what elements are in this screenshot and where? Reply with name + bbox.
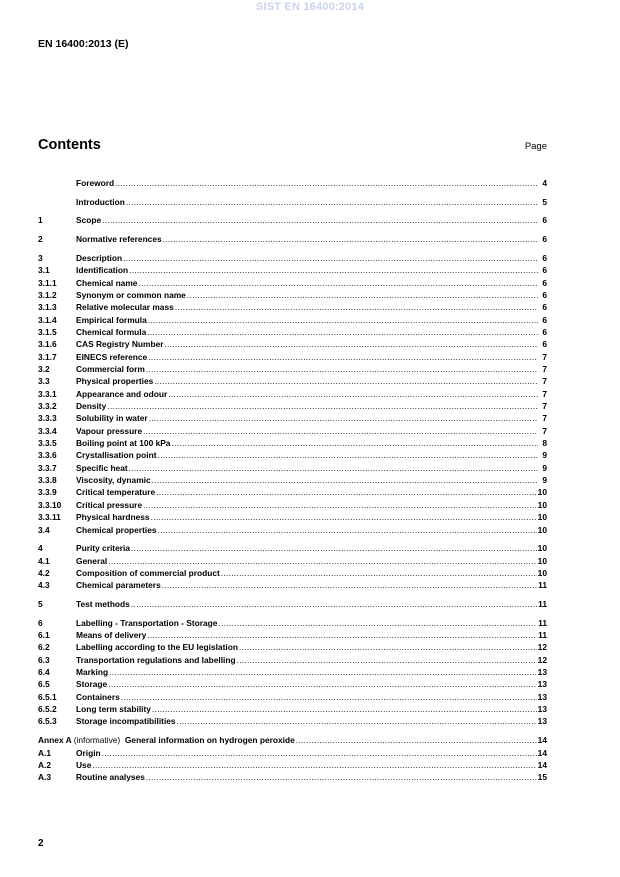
toc-entry[interactable] [38, 771, 547, 783]
toc-entry-page: 13 [537, 679, 547, 690]
toc-entry[interactable] [38, 462, 547, 474]
toc-entry-number: 6 [38, 617, 43, 628]
toc-entry-page: 6 [542, 277, 547, 288]
toc-entry-number: 3.3.8 [38, 475, 57, 486]
toc-entry-page: 4 [542, 178, 547, 188]
toc-entry-title: Chemical properties [76, 524, 157, 535]
toc-entry-page: 10 [537, 567, 547, 578]
toc-entry-page: 14 [537, 735, 547, 746]
toc-entry[interactable] [38, 524, 547, 536]
toc-entry-page: 7 [542, 376, 547, 387]
toc-entry-page: 13 [537, 691, 547, 702]
toc-dot-leader [121, 691, 537, 703]
toc-entry[interactable] [38, 678, 547, 690]
toc-entry-page: 8 [542, 438, 547, 449]
toc-entry[interactable] [38, 314, 547, 326]
toc-entry-page: 14 [537, 747, 547, 758]
toc-entry-number: 3.1.1 [38, 277, 57, 288]
toc-entry-number: 3.1.2 [38, 289, 57, 300]
toc-entry-number: 6.5.1 [38, 691, 57, 702]
toc-entry-title: Chemical name [76, 277, 138, 288]
toc-dot-leader [237, 654, 537, 666]
toc-dot-leader [239, 641, 537, 653]
toc-entry-page: 15 [537, 772, 547, 783]
toc-entry-page: 7 [542, 388, 547, 399]
toc-entry-title: Chemical formula [76, 327, 147, 337]
toc-entry-page: 5 [542, 196, 547, 207]
toc-entry-title: Chemical parameters [76, 580, 161, 591]
toc-entry-page: 13 [537, 704, 547, 715]
toc-entry-title: Storage incompatibilities [76, 716, 176, 727]
toc-entry-page: 11 [538, 630, 547, 641]
annex-type: (informative) [73, 735, 121, 746]
toc-entry-title: CAS Registry Number [76, 339, 164, 350]
toc-entry-number: 3.4 [38, 524, 50, 535]
toc-entry-number: 4.3 [38, 580, 50, 591]
toc-dot-leader [154, 375, 538, 387]
toc-entry-number: 3.3 [38, 376, 50, 387]
toc-dot-leader [165, 338, 539, 350]
toc-entry-title: Empirical formula [76, 314, 147, 325]
toc-entry[interactable] [38, 233, 547, 245]
toc-entry-number: 3.3.10 [38, 499, 62, 510]
toc-entry[interactable] [38, 691, 547, 703]
toc-dot-leader [108, 678, 536, 690]
toc-entry-page: 10 [537, 512, 547, 523]
toc-entry[interactable] [38, 326, 547, 338]
toc-entry-page: 6 [542, 215, 547, 226]
toc-entry-number: 3.1.6 [38, 339, 57, 350]
toc-entry-title: Purity criteria [76, 543, 130, 554]
toc-dot-leader [143, 425, 538, 437]
toc-entry-title: Crystallisation point [76, 450, 157, 461]
toc-entry-page: 6 [542, 252, 547, 263]
toc-entry-page: 7 [542, 425, 547, 436]
toc-entry-title: Critical temperature [76, 487, 156, 498]
toc-dot-leader [156, 486, 537, 498]
toc-dot-leader [131, 542, 537, 554]
toc-entry[interactable] [38, 214, 547, 226]
toc-dot-leader [147, 326, 538, 338]
toc-dot-leader [129, 462, 538, 474]
toc-entry-title: Critical pressure [76, 499, 143, 510]
toc-dot-leader [152, 474, 538, 486]
toc-entry-page: 7 [542, 364, 547, 375]
toc-entry-title: Viscosity, dynamic [76, 475, 151, 486]
toc-entry-number: 3.3.6 [38, 450, 57, 461]
toc-entry-title: Storage [76, 679, 108, 690]
annex-title: General information on hydrogen peroxide [124, 735, 295, 746]
toc-entry-title: Composition of commercial product [76, 567, 220, 578]
toc-entry-number: 4.1 [38, 555, 50, 566]
toc-entry-page: 6 [542, 327, 547, 337]
toc-entry-title: Routine analyses [76, 772, 145, 783]
toc-entry-number: 3.3.9 [38, 487, 57, 498]
toc-entry-title: Foreword [76, 178, 115, 188]
toc-entry-page: 6 [542, 289, 547, 300]
toc-entry-number: 3.1.3 [38, 302, 57, 313]
toc-entry-title: Introduction [76, 196, 125, 207]
toc-entry-title: Long term stability [76, 704, 151, 715]
toc-entry-page: 12 [537, 654, 547, 665]
toc-entry-title: Description [76, 252, 123, 263]
toc-entry-number: 4 [38, 543, 43, 554]
toc-entry[interactable] [38, 598, 547, 610]
toc-entry-page: 7 [542, 351, 547, 362]
toc-entry-number: 3.1.5 [38, 327, 57, 337]
toc-entry-page: 10 [537, 487, 547, 498]
toc-dot-leader [149, 412, 538, 424]
toc-entry-number: 3.3.3 [38, 413, 57, 424]
toc-entry[interactable] [38, 747, 547, 759]
toc-entry-page: 6 [542, 314, 547, 325]
toc-entry-page: 14 [537, 759, 547, 770]
toc-entry[interactable] [38, 474, 547, 486]
toc-entry[interactable] [38, 277, 547, 289]
toc-entry-title: Transportation regulations and labelling [76, 654, 236, 665]
toc-entry-title: Specific heat [76, 462, 128, 473]
toc-entry-title: Labelling according to the EU legislation [76, 642, 238, 653]
toc-annex-entry[interactable] [38, 734, 547, 746]
watermark: SIST EN 16400:2014 [255, 1, 365, 13]
contents-title: Contents [38, 137, 101, 153]
toc-entry-page: 10 [537, 524, 547, 535]
toc-entry[interactable] [38, 499, 547, 511]
toc-entry-page: 12 [537, 642, 547, 653]
toc-annex-entries [38, 747, 547, 784]
toc-entry[interactable] [38, 252, 547, 264]
toc-entry-number: 3.2 [38, 364, 50, 375]
toc-entry-title: Density [76, 401, 107, 412]
toc-entry-title: Vapour pressure [76, 425, 143, 436]
toc-entry-page: 11 [538, 580, 547, 591]
toc-entry[interactable] [38, 177, 547, 189]
toc-entry-title: Marking [76, 667, 109, 678]
toc-entry[interactable] [38, 412, 547, 424]
toc-entry-title: Test methods [76, 599, 130, 609]
toc-dot-leader [218, 617, 537, 629]
toc-entry-page: 11 [538, 599, 547, 609]
toc-entry-number: A.3 [38, 772, 52, 783]
toc-entry-number: 6.5.2 [38, 704, 57, 715]
toc-entry[interactable] [38, 555, 547, 567]
toc-dot-leader [151, 511, 537, 523]
toc-entry-number: 3.1.4 [38, 314, 57, 325]
page-column-label: Page [524, 141, 547, 152]
toc-entry-number: 3.1 [38, 265, 50, 276]
toc-entry-page: 10 [537, 555, 547, 566]
page-number: 2 [38, 838, 44, 849]
toc-entry[interactable] [38, 351, 547, 363]
toc-dot-leader [148, 351, 538, 363]
toc-entry-number: 3.3.7 [38, 462, 57, 473]
toc-entry[interactable] [38, 542, 547, 554]
document-id: EN 16400:2013 (E) [38, 38, 129, 50]
toc-entry[interactable] [38, 654, 547, 666]
toc-dot-leader [296, 734, 537, 746]
toc-entry-title: Means of delivery [76, 630, 147, 641]
toc-dot-leader [126, 196, 538, 208]
toc-dot-leader [138, 277, 538, 289]
toc-entry-title: Relative molecular mass [76, 302, 174, 313]
toc-entry[interactable] [38, 579, 547, 591]
toc-entry-title: Identification [76, 265, 129, 276]
table-of-contents [38, 177, 547, 784]
toc-dot-leader [162, 579, 537, 591]
toc-entry-number: 3.1.7 [38, 351, 57, 362]
toc-dot-leader [171, 437, 538, 449]
toc-entry-number: 3.3.11 [38, 512, 61, 523]
toc-entry[interactable] [38, 400, 547, 412]
toc-entry-title: Boiling point at 100 kPa [76, 438, 171, 449]
toc-entry-page: 9 [542, 475, 547, 486]
toc-dot-leader [146, 363, 538, 375]
toc-entry[interactable] [38, 703, 547, 715]
toc-entry-number: 4.2 [38, 567, 50, 578]
toc-entry-number: 6.1 [38, 630, 50, 641]
toc-dot-leader [152, 703, 537, 715]
toc-entry-page: 13 [537, 667, 547, 678]
toc-entry-title: Use [76, 759, 92, 770]
annex-heading [38, 734, 295, 746]
toc-entry-page: 7 [542, 413, 547, 424]
toc-entry-page: 7 [542, 401, 547, 412]
toc-entry[interactable] [38, 629, 547, 641]
toc-entry-title: Physical hardness [76, 512, 150, 523]
toc-dot-leader [147, 629, 537, 641]
toc-entry[interactable] [38, 759, 547, 771]
toc-entry-number: A.1 [38, 747, 52, 758]
toc-entry[interactable] [38, 388, 547, 400]
toc-entry-number: 6.5 [38, 679, 50, 690]
toc-entry[interactable] [38, 715, 547, 727]
annex-label: Annex A [38, 735, 72, 746]
toc-dot-leader [108, 555, 536, 567]
toc-entry-page: 10 [537, 499, 547, 510]
toc-dot-leader [107, 400, 538, 412]
toc-entry[interactable] [38, 289, 547, 301]
toc-entry-number: 3.3.1 [38, 388, 57, 399]
toc-dot-leader [221, 567, 537, 579]
toc-entry-page: 6 [542, 265, 547, 276]
toc-entry-title: Synonym or common name [76, 289, 186, 300]
toc-entry-title: Commercial form [76, 364, 145, 375]
toc-entry[interactable] [38, 437, 547, 449]
toc-entry-number: 3.3.4 [38, 425, 57, 436]
toc-dot-leader [146, 771, 537, 783]
toc-main-entries [38, 177, 547, 728]
toc-entry[interactable] [38, 666, 547, 678]
toc-dot-leader [131, 598, 537, 610]
toc-dot-leader [115, 177, 538, 189]
toc-entry-page: 13 [537, 716, 547, 727]
toc-entry-number: 3.3.2 [38, 401, 57, 412]
toc-dot-leader [109, 666, 537, 678]
toc-dot-leader [177, 715, 537, 727]
toc-entry-title: Containers [76, 691, 120, 702]
toc-entry[interactable] [38, 449, 547, 461]
toc-entry-title: Scope [76, 215, 102, 226]
toc-entry[interactable] [38, 425, 547, 437]
toc-entry-title: Origin [76, 747, 101, 758]
toc-dot-leader [187, 289, 538, 301]
toc-dot-leader [102, 747, 537, 759]
toc-entry-page: 6 [542, 339, 547, 350]
toc-dot-leader [148, 314, 538, 326]
toc-dot-leader [123, 252, 538, 264]
toc-entry-number: 6.5.3 [38, 716, 57, 727]
toc-entry[interactable] [38, 338, 547, 350]
toc-dot-leader [158, 524, 537, 536]
toc-entry-number: 1 [38, 215, 43, 226]
toc-entry[interactable] [38, 301, 547, 313]
toc-entry-number: A.2 [38, 759, 52, 770]
toc-entry-number: 6.2 [38, 642, 50, 653]
toc-dot-leader [168, 388, 538, 400]
toc-entry[interactable] [38, 196, 547, 208]
toc-entry-title: Normative references [76, 234, 162, 245]
toc-entry-page: 10 [537, 543, 547, 554]
toc-entry-number: 2 [38, 234, 43, 245]
toc-entry-number: 5 [38, 599, 43, 609]
toc-entry-title: Labelling - Transportation - Storage [76, 617, 218, 628]
toc-entry-number: 6.3 [38, 654, 50, 665]
toc-entry-title: Physical properties [76, 376, 154, 387]
toc-entry-title: Appearance and odour [76, 388, 168, 399]
toc-entry[interactable] [38, 264, 547, 276]
toc-entry[interactable] [38, 511, 547, 523]
toc-entry-number: 6.4 [38, 667, 50, 678]
toc-entry[interactable] [38, 641, 547, 653]
toc-dot-leader [158, 449, 538, 461]
toc-entry-number: 3.3.5 [38, 438, 57, 449]
toc-entry-page: 9 [542, 462, 547, 473]
toc-entry[interactable] [38, 375, 547, 387]
toc-entry-title: General [76, 555, 108, 566]
toc-dot-leader [92, 759, 536, 771]
toc-entry-title: Solubility in water [76, 413, 148, 424]
toc-entry-page: 11 [538, 617, 547, 628]
toc-entry-number: 3 [38, 252, 43, 263]
toc-dot-leader [175, 301, 538, 313]
toc-entry[interactable] [38, 617, 547, 629]
toc-entry[interactable] [38, 567, 547, 579]
toc-dot-leader [129, 264, 538, 276]
toc-dot-leader [163, 233, 538, 245]
toc-entry-page: 6 [542, 302, 547, 313]
toc-entry-page: 9 [542, 450, 547, 461]
toc-entry[interactable] [38, 363, 547, 375]
toc-dot-leader [102, 214, 538, 226]
toc-dot-leader [143, 499, 537, 511]
toc-entry-page: 6 [542, 234, 547, 245]
toc-entry[interactable] [38, 486, 547, 498]
toc-entry-title: EINECS reference [76, 351, 148, 362]
